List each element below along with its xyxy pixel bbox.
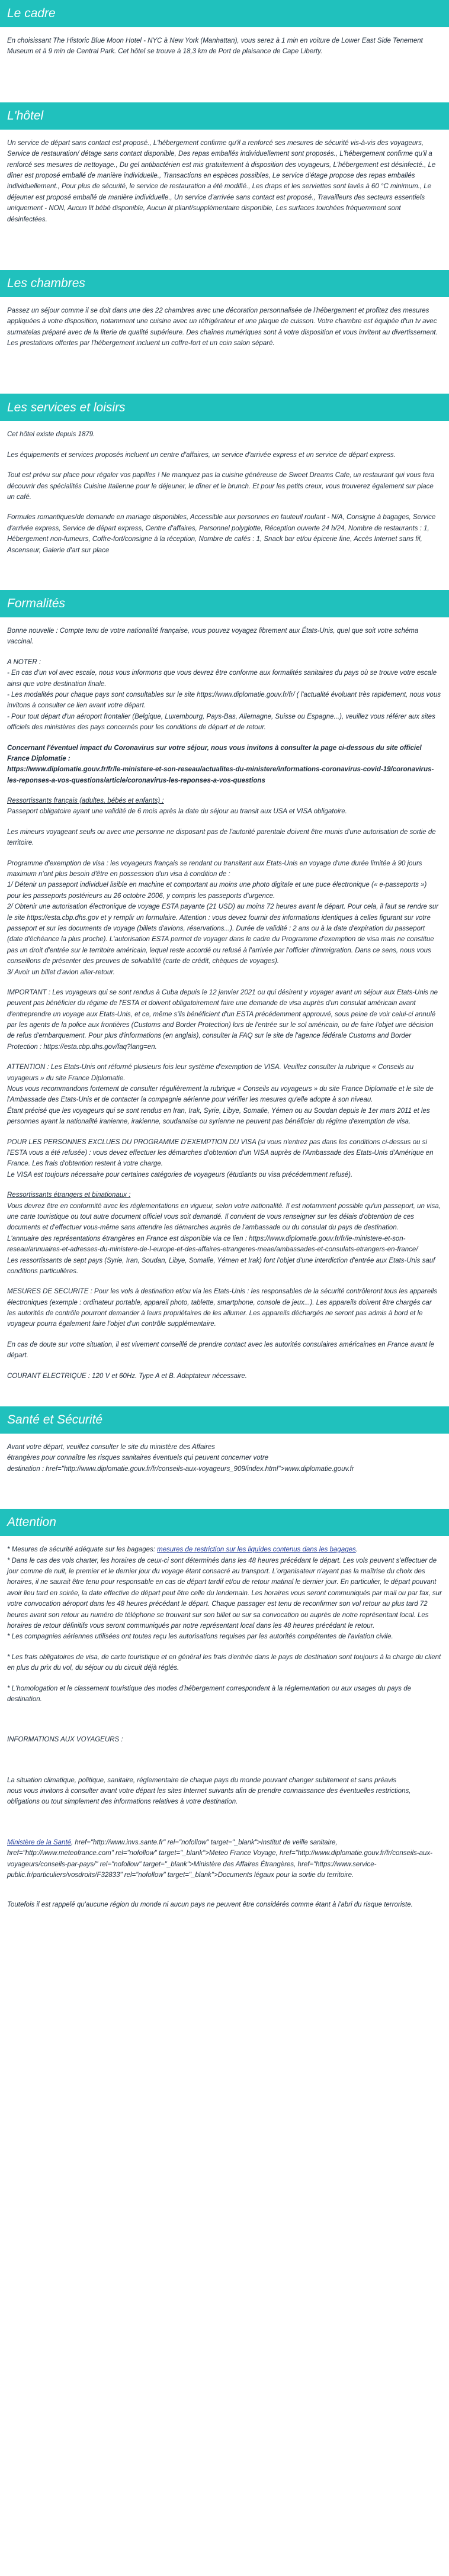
section-sante [0, 1406, 449, 1499]
section-title: Formalités [7, 597, 66, 611]
section-hotel [0, 102, 449, 250]
paragraph: Un service de départ sans contact est proposé., L'hébergement confirme qu'il a renforcé ses mesures de sécurité vis-à-vis des voyageurs, Service de restauration/ détage sans contact disponible, Des repas emballés individuellement sont proposés., L'hébergement confirme qu'il a renforcé ses mesures de nettoyage., Du gel antibactérien est mis gratuitement à disposition des voyageurs, L'hébergement est désinfecté., Le dîner est proposé emballé de manière individuelle., Transactions en espèces possibles, Le service d'étage propose des repas emballés individuellement., Pour plus de sécurité, le service de restauration a été modifié., Les draps et les serviettes sont lavés à 60 °C minimum., Le déjeuner est proposé emballé de manière individuelle., Un service d'arrivée sans contact est proposé., Travailleurs des secteurs essentiels uniquement - NON, Aucun lit bébé disponible, Aucun lit pliant/supplémentaire disponible, Les surfaces touchées fréquemment sont désinfectées. [7, 139, 436, 223]
paragraph: La situation climatique, politique, sanitaire, réglementaire de chaque pays du monde pouvant changer subitement et sans préavis nous vous invitons à consulter avant votre départ les sites Internet suivants afin de prendre connaissance des éventuelles restrictions, obligations ou tout simplement des informations relatives à votre destination. [7, 1776, 411, 1806]
paragraph: Programme d'exemption de visa : les voyageurs français se rendant ou transitant aux Etats-Unis en voyage d'une durée limitée à 90 jours maximum n'ont plus besoin d'être en possession d'un visa à condition de : 1/ Détenir un passeport individuel lisible en machine et comportant au moins une photo digitale et une puce électronique (« e-passeports ») pour les passeports postérieurs au 26 octobre 2006, y compris les passeports d'urgence. 2/ Obtenir une autorisation électronique de voyage ESTA payante (21 USD) au moins 72 heures avant le départ. Pour cela, il faut se rendre sur le site https://esta.cbp.dhs.gov et y remplir un formulaire. Attention : vous devez fournir des informations identiques à celles figurant sur votre passeport et sur les documents de voyage (billets d'avions, réservations...). Durée de validité : 2 ans ou à la date d'expiration du passeport (date d'échéance la plus proche). L'autorisation ESTA permet de voyager dans le cadre du Programme d'exemption de visa mais ne constitue pas un droit d'entrée sur le territoire américain, lequel reste accordé ou refusé à l'arrivée par l'officier d'immigration. Dans ce sens, nous vous conseillons de présenter des preuves de solvabilité (carte de crédit, chèques de voyages). 3/ Avoir un billet d'avion aller-retour. [7, 859, 439, 976]
section-title: Les services et loisirs [7, 400, 126, 414]
paragraph: Formules romantiques/de demande en mariage disponibles, Accessible aux personnes en fauteuil roulant - N/A, Consigne à bagages, Service d'arrivée express, Service de départ express, Centre d'affaires, Personnel polyglotte, Réception ouverte 24 h/24, Nombre de restaurants : 1, Hébergement non-fumeurs, Coffre-fort/consigne à la réception, Nombre de cafés : 1, Snack bar et/ou épicerie fine, Accès Internet sans fil, Ascenseur, Galerie d'art sur place [7, 514, 436, 554]
paragraph: Toutefois il est rappelé qu'aucune région du monde ni aucun pays ne peuvent être considérés comme étant à l'abri du risque terroriste. [7, 1901, 413, 1909]
section-title: Santé et Sécurité [7, 1413, 103, 1427]
paragraph [7, 796, 442, 806]
paragraph: * Les frais obligatoires de visa, de carte touristique et en général les frais d'entrée dans le pays de destination sont toujours à la charge du client en plus du prix du vol, du séjour ou du circuit déjà réglés. [7, 1653, 441, 1672]
ministere-sante-link[interactable]: Ministère de la Santé [7, 1838, 72, 1846]
paragraph: MESURES DE SECURITE : Pour les vols à destination et/ou via les Etats-Unis : les responsables de la sécurité contrôleront tous les appareils électroniques (exemple : ordinateur portable, appareil photo, tablette, smartphone, console de jeux...). Les appareils doivent être chargés car les autorités de contrôle pourront demander à leurs propriétaires de les allumer. Les appareils déchargés ne seront pas admis à bord et le voyageur pourra également faire l'objet d'un contrôle supplémentaire. [7, 1288, 438, 1328]
paragraph: En choisissant The Historic Blue Moon Hotel - NYC à New York (Manhattan), vous serez à 1 min en voiture de Lower East Side Tenement Museum et à 9 min de Central Park. Cet hôtel se trouve à 18,3 km de Port de plaisance de Cape Liberty. [7, 37, 423, 56]
section-attention [0, 1509, 449, 1936]
text: . * Dans le cas des vols charter, les horaires de ceux-ci sont déterminés dans les 48 heures précédant le départ. Les vols peuvent s'effectuer de jour comme de nuit, le premier et le dernier jour du voyage étant consacré au transport. L'organisateur n'ayant pas la maîtrise du choix des horaires, il ne saurait être tenu pour responsable en cas de départ tardif et/ou de retour matinal le dernier jour. En particulier, le départ pouvant avoir lieu tard en soirée, la date effective de départ peut être celle du lendemain. Les horaires vous seront communiqués par mail ou par fax, sur votre convocation aéroport dans les 48 heures précédant le départ. Chaque passager est tenu de reconfirmer son vol retour au plus tard 72 heures avant son retour au numéro de téléphone se trouvant sur son billet ou sur sa convocation ou auprès de notre représentant local. Les horaires de retour définitifs vous seront communiqués par notre représentant local dans les 48 heures précédant le retour. * Les compagnies aériennes utilisées ont toutes reçu les autorisations requises par les autorités compétentes de l'aviation civile. [7, 1546, 442, 1641]
section-header [0, 270, 449, 297]
paragraph [7, 1544, 442, 1643]
section-formalites [0, 590, 449, 1406]
section-title: Attention [7, 1515, 56, 1530]
paragraph: Passez un séjour comme il se doit dans une des 22 chambres avec une décoration personnalisée de l'hébergement et profitez des mesures appliquées à votre disposition, notamment une cuisine avec un réfrigérateur et une plaque de cuisson. Votre chambre est équipée d'un tv avec surmatelas préparé avec de la literie de qualité supérieure. Des chaînes numériques sont à votre disposition et vous invitent au divertissement. Les prestations offertes par l'hébergement incluent un coffre-fort et un coin salon séparé. [7, 307, 438, 347]
section-loisirs [0, 394, 449, 581]
paragraph: INFORMATIONS AUX VOYAGEURS : [7, 1736, 123, 1744]
section-cadre [0, 0, 449, 82]
paragraph: Les équipements et services proposés incluent un centre d'affaires, un service d'arrivée express et un service de départ express. [7, 451, 396, 459]
paragraph: COURANT ELECTRIQUE : 120 V et 60Hz. Type A et B. Adaptateur nécessaire. [7, 1372, 248, 1380]
section-header [0, 0, 449, 27]
liquid-restrictions-link[interactable]: mesures de restriction sur les liquides contenus dans les bagages [157, 1546, 356, 1554]
section-title: Le cadre [7, 7, 56, 21]
paragraph-bold: Concernant l'éventuel impact du Coronavirus sur votre séjour, nous vous invitons à consulter la page ci-dessous du site officiel France Diplomatie : https://www.diplomatie.gouv.fr/fr/le-ministere-et-son-reseau/actualites-du-ministere/informations-coronavirus-covid-19/coronavirus-les-reponses-a-vos-questions/article/coronavirus-les-reponses-a-vos-questions [7, 744, 434, 784]
paragraph [7, 1190, 442, 1200]
paragraph: A NOTER : - En cas d'un vol avec escale, nous vous informons que vous devrez être conforme aux formalités sanitaires du pays où se trouve votre escale ainsi que votre destination finale. - Les modalités pour chaque pays sont consultables sur le site https://www.diplomatie.gouv.fr/fr/ ( l'actualité évoluant très rapidement, nous vous invitons à consulter ce lien avant votre départ. - Pour tout départ d'un aéroport frontalier (Belgique, Luxembourg, Pays-Bas, Allemagne, Suisse ou Espagne...), veuillez vous référer aux sites officiels des ministères des pays concernés pour les conditions de départ et de retour. [7, 658, 441, 732]
paragraph: En cas de doute sur votre situation, il est vivement conseillé de prendre contact avec les autorités consulaires américaines en France avant le départ. [7, 1341, 435, 1360]
paragraph: * L'homologation et le classement touristique des modes d'hébergement correspondent à la réglementation ou aux usages du pays de destination. [7, 1685, 412, 1703]
paragraph: Avant votre départ, veuillez consulter le site du ministère des Affaires étrangères pour connaître les risques sanitaires éventuels qui peuvent concerner votre destination : href="http://www.diplomatie.gouv.fr/fr/conseils-aux-voyageurs_909/index.html">www.diplomatie.gouv.fr [7, 1444, 354, 1473]
text: * Mesures de sécurité adéquate sur les bagages: [7, 1546, 158, 1554]
paragraph: Passeport obligatoire ayant une validité de 6 mois après la date du séjour au transit aux USA et VISA obligatoire. [7, 808, 347, 816]
paragraph: Cet hôtel existe depuis 1879. [7, 431, 95, 439]
section-header [0, 102, 449, 130]
paragraph: Bonne nouvelle : Compte tenu de votre nationalité française, vous pouvez voyagez librement aux États-Unis, quel que soit votre schéma vaccinal. [7, 627, 419, 646]
subheading: Ressortissants français (adultes, bébés et enfants) : [7, 797, 164, 805]
section-title: Les chambres [7, 276, 85, 291]
section-header [0, 1406, 449, 1434]
paragraph: Les mineurs voyageant seuls ou avec une personne ne disposant pas de l'autorité parentale doivent être munis d'une autorisation de sortie de territoire. [7, 828, 436, 847]
paragraph: POUR LES PERSONNES EXCLUES DU PROGRAMME D'EXEMPTION DU VISA (si vous n'entrez pas dans les conditions ci-dessus ou si l'ESTA vous a été refusée) : vous devez effectuer les démarches d'obtention d'un VISA auprès de l'Ambassade des Etats-Unis d'Amérique en France. Les frais d'obtention restent à votre charge. Le VISA est toujours nécessaire pour certaines catégories de voyageurs (étudiants ou visa précédemment refusé). [7, 1138, 434, 1178]
section-header [0, 394, 449, 421]
paragraph [7, 1837, 442, 1881]
paragraph: IMPORTANT : Les voyageurs qui se sont rendus à Cuba depuis le 12 janvier 2021 ou qui désirent y voyager avant un séjour aux Etats-Unis ne peuvent pas bénéficier du régime de l'ESTA et doivent obligatoirement faire une demande de visa auprès d'un consulat américain avant d'entreprendre un voyage aux Etats-Unis, et ce, même s'ils bénéficient d'un ESTA précédemment approuvé, sous peine de voir celui-ci annulé par les agents de la police aux frontières (Customs and Border Protection) lors de l'entrée sur le sol américain, ou de faire l'objet une décision de refus d'embarquement. Pour plus d'informations (en anglais), consulter la FAQ sur le site de l'agence fédérale Customs and Border Protection : https://esta.cbp.dhs.gov/faq?lang=en. [7, 988, 438, 1051]
paragraph: Tout est prévu sur place pour régaler vos papilles ! Ne manquez pas la cuisine généreuse de Sweet Dreams Cafe, un restaurant qui vous fera découvrir des spécialités Cuisine Italienne pour le déjeuner, le dîner et le brunch. Et pour les petits creux, vous trouverez également sur place un café. [7, 472, 435, 501]
paragraph: Vous devrez être en conformité avec les réglementations en vigueur, selon votre nationalité. Il est notamment possible qu'un passeport, un visa, une carte touristique ou tout autre document officiel vous soit demandé. Il convient de vous renseigner sur les délais d'obtention de ces documents et d'effectuer vous-même sans attendre les démarches auprès de l'ambassade ou du consulat du pays de destination. L'annuaire des représentations étrangères en France est disponible via ce lien : https://www.diplomatie.gouv.fr/fr/le-ministere-et-son-reseau/annuaires-et-adresses-du-ministere-de-l-europe-et-des-affaires-etrangeres-meae/ambassades-et-consulats-etrangers-en-france/ Les ressortissants de sept pays (Syrie, Iran, Soudan, Libye, Somalie, Yémen et Irak) font l'objet d'une interdiction d'entrée aux Etats-Unis sauf conditions particulières. [7, 1202, 441, 1275]
section-header [0, 1509, 449, 1536]
paragraph: ATTENTION : Les Etats-Unis ont réformé plusieurs fois leur système d'exemption de VISA. Veuillez consulter la rubrique « Conseils au voyageurs » du site France Diplomatie. Nous vous recommandons fortement de consulter régulièrement la rubrique « Conseils au voyageurs » du site France Diplomatie et le site de l'Ambassade des Etats-Unis et de contacter la compagnie aérienne pour vérifier les mesures qu'elle adopte à son niveau. Étant précisé que les voyageurs qui se sont rendus en Iran, Irak, Syrie, Libye, Somalie, Yémen ou au Soudan depuis le 1er mars 2011 et les personnes ayant la nationalité iranienne, irakienne, soudanaise ou syrienne ne peuvent pas bénéficier du régime d'exemption de visa. [7, 1064, 434, 1126]
section-title: L'hôtel [7, 108, 44, 123]
section-header [0, 590, 449, 617]
section-chambres [0, 270, 449, 374]
text: , href="http://www.invs.sante.fr" rel="nofollow" target="_blank">Institut de veille sanitaire, href="http://www.meteofrance.com" rel="nofollow" target="_blank">Meteo France Voyage, href="http://www.diplomatie.gouv.fr/fr/conseils-aux-voyageurs/conseils-par-pays/" rel="nofollow" target="_blank">Ministère des Affaires Étrangères, href="https://www.service-public.fr/particuliers/vosdroits/F32833" rel="nofollow" target="_blank">Documents légaux pour la sortie du territoire. [7, 1838, 432, 1879]
subheading: Ressortissants étrangers et binationaux : [7, 1192, 131, 1199]
